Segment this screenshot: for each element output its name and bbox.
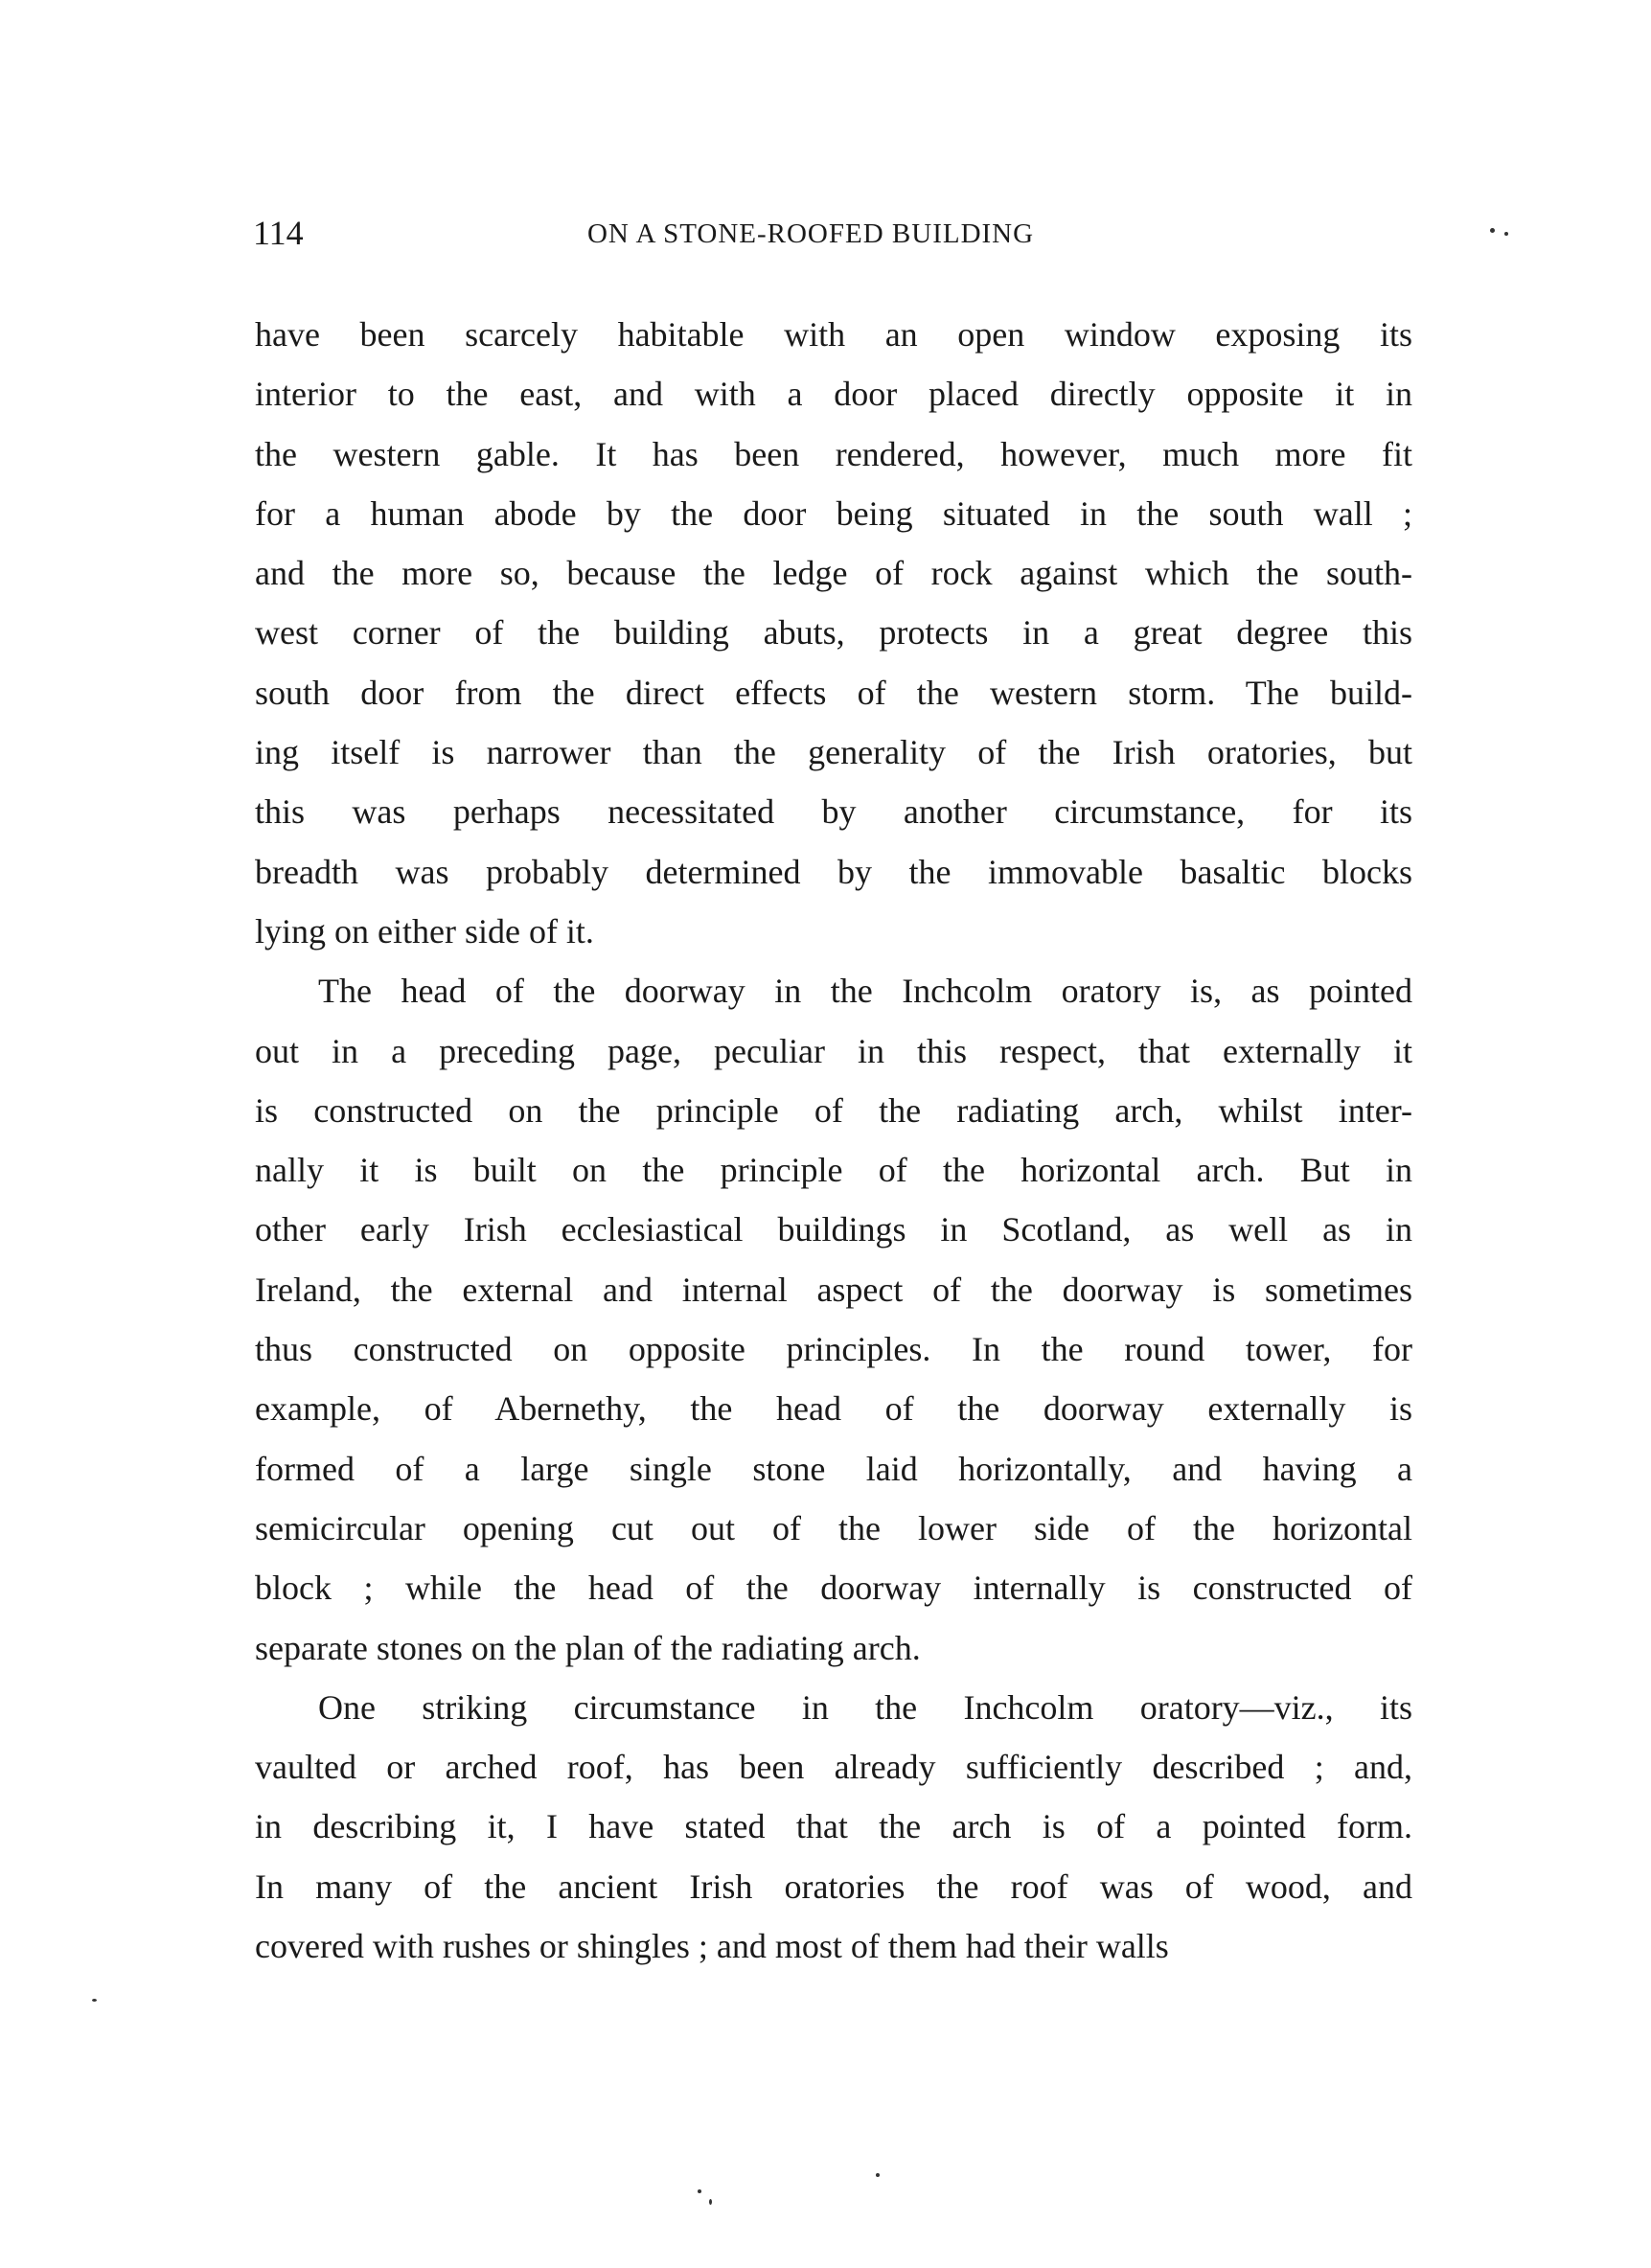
- text-line: ing itself is narrower than the generality of the Irish oratories, but: [255, 733, 1412, 772]
- text-line: south door from the direct effects of the western storm. The build-: [255, 673, 1412, 712]
- running-title: ON A STONE-ROOFED BUILDING: [586, 218, 1035, 249]
- text-line: have been scarcely habitable with an open window exposing its: [255, 315, 1412, 354]
- text-line: nally it is built on the principle of the horizontal arch. But in: [255, 1151, 1412, 1190]
- scan-speck: [698, 2189, 701, 2193]
- scan-speck: [709, 2199, 712, 2205]
- text-line: out in a preceding page, peculiar in this respect, that externally it: [255, 1031, 1412, 1070]
- scan-speck: [92, 1999, 97, 2002]
- text-line: Ireland, the external and internal aspect of the doorway is sometimes: [255, 1270, 1412, 1309]
- paragraph: [255, 1678, 1412, 1976]
- text-line: vaulted or arched roof, has been already sufficiently described ; and,: [255, 1748, 1412, 1787]
- text-line: interior to the east, and with a door placed directly opposite it in: [255, 375, 1412, 414]
- text-line: example, of Abernethy, the head of the doorway externally is: [255, 1389, 1412, 1429]
- page-number: 114: [253, 214, 304, 252]
- text-line: covered with rushes or shingles ; and most of them had their walls: [255, 1927, 1169, 1966]
- text-line: thus constructed on opposite principles. In the round tower, for: [255, 1330, 1412, 1369]
- body-text: [255, 305, 1412, 1976]
- text-line: and the more so, because the ledge of rock against which the south-: [255, 554, 1412, 593]
- text-line: One striking circumstance in the Inchcolm oratory—viz., its: [318, 1687, 1412, 1727]
- text-line: semicircular opening cut out of the lower side of the horizontal: [255, 1508, 1412, 1547]
- text-line: block ; while the head of the doorway internally is constructed of: [255, 1569, 1412, 1608]
- text-line: separate stones on the plan of the radiating arch.: [255, 1628, 921, 1667]
- text-line: The head of the doorway in the Inchcolm oratory is, as pointed: [318, 972, 1412, 1011]
- text-line: for a human abode by the door being situated in the south wall ;: [255, 493, 1412, 533]
- text-line: the western gable. It has been rendered, however, much more fit: [255, 434, 1412, 473]
- text-line: is constructed on the principle of the radiating arch, whilst inter-: [255, 1090, 1412, 1130]
- text-line: formed of a large single stone laid horizontally, and having a: [255, 1449, 1412, 1488]
- scan-speck: [876, 2173, 880, 2177]
- scan-speck: [1504, 232, 1508, 236]
- text-line: west corner of the building abuts, protects in a great degree this: [255, 613, 1412, 653]
- paragraph: [255, 305, 1412, 961]
- scan-speck: [1490, 228, 1495, 233]
- text-line: breadth was probably determined by the immovable basaltic blocks: [255, 852, 1412, 891]
- paragraph: [255, 961, 1412, 1678]
- text-line: this was perhaps necessitated by another circumstance, for its: [255, 792, 1412, 832]
- text-line: in describing it, I have stated that the arch is of a pointed form.: [255, 1807, 1412, 1846]
- text-line: lying on either side of it.: [255, 911, 594, 951]
- text-line: other early Irish ecclesiastical buildings in Scotland, as well as in: [255, 1210, 1412, 1249]
- text-line: In many of the ancient Irish oratories the roof was of wood, and: [255, 1867, 1412, 1906]
